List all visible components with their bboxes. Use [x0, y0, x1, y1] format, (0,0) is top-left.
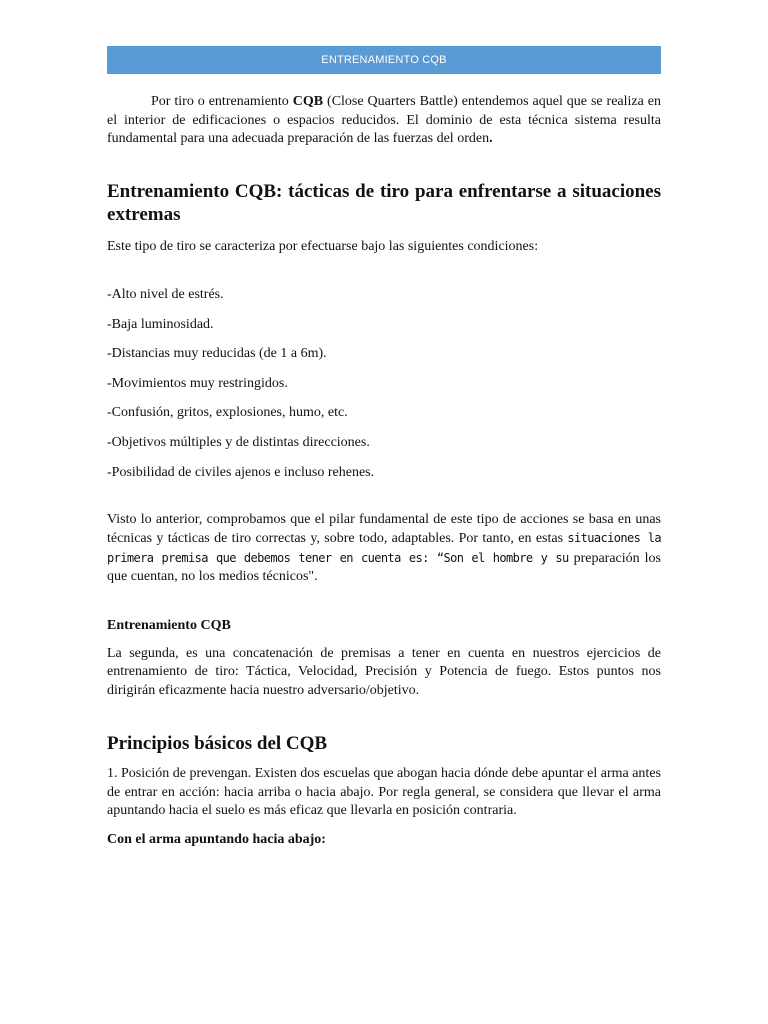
intro-text-start: Por tiro o entrenamiento — [151, 94, 293, 109]
condition-item: -Posibilidad de civiles ajenos e incluso rehenes. — [107, 464, 375, 480]
banner-title: ENTRENAMIENTO CQB — [321, 54, 447, 66]
visto-text-start: Visto lo anterior, comprobamos que el pilar fundamental de este tipo de acciones se basa en unas técnicas y tácticas de tiro correctas y, sobre todo, adaptables. Por tanto, en estas — [107, 511, 661, 547]
intro-text-rest: (Close Quarters Battle) entendemos aquel que se realiza en el interior de edificaciones o espacios reducidos. El dominio de esta técnica sistema resulta fundamental para una adecuada preparación de las fuerzas del orden — [107, 94, 662, 146]
conditions-lead: Este tipo de tiro se caracteriza por efectuarse bajo las siguientes condiciones: — [107, 238, 539, 254]
section-heading-principios: Principios básicos del CQB — [107, 733, 328, 755]
intro-final-period: . — [489, 131, 493, 146]
arma-subheading: Con el arma apuntando hacia abajo: — [107, 831, 326, 847]
section-heading-tacticas: Entrenamiento CQB: tácticas de tiro para enfrentarse a situaciones extremas — [107, 180, 661, 225]
visto-quote-line: situaciones la primera premisa que debemos tener en cuenta es: “Son el hombre y su — [107, 531, 661, 565]
visto-text-end: preparación los que cuentan, no los medios técnicos". — [107, 550, 661, 585]
condition-item: -Objetivos múltiples y de distintas direcciones. — [107, 434, 370, 450]
intro-paragraph — [107, 93, 661, 149]
section-heading-entrenamiento: Entrenamiento CQB — [107, 617, 231, 633]
intro-cqb-bold: CQB — [292, 94, 324, 109]
title-banner — [107, 46, 661, 74]
posicion-paragraph: 1. Posición de prevengan. Existen dos escuelas que abogan hacia dónde debe apuntar el arma antes de entrar en acción: hacia arriba o hacia abajo. Por regla general, se considera que llevar el arma apuntando hacia el suelo es más eficaz que llevarla en posición contraria. — [107, 766, 661, 819]
segunda-paragraph: La segunda, es una concatenación de premisas a tener en cuenta en nuestros ejercicios de entrenamiento de tiro: Táctica, Velocidad, Precisión y Potencia de fuego. Estos puntos nos dirigirán eficazmente hacia nuestro adversario/objetivo. — [107, 645, 661, 698]
document-page — [107, 46, 661, 849]
visto-paragraph — [107, 511, 661, 587]
condition-item: -Baja luminosidad. — [107, 316, 214, 332]
conditions-list — [107, 286, 661, 482]
condition-item: -Alto nivel de estrés. — [107, 287, 224, 302]
condition-item: -Distancias muy reducidas (de 1 a 6m). — [107, 346, 327, 362]
condition-item: -Movimientos muy restringidos. — [107, 375, 288, 391]
condition-item: -Confusión, gritos, explosiones, humo, etc. — [107, 405, 348, 421]
